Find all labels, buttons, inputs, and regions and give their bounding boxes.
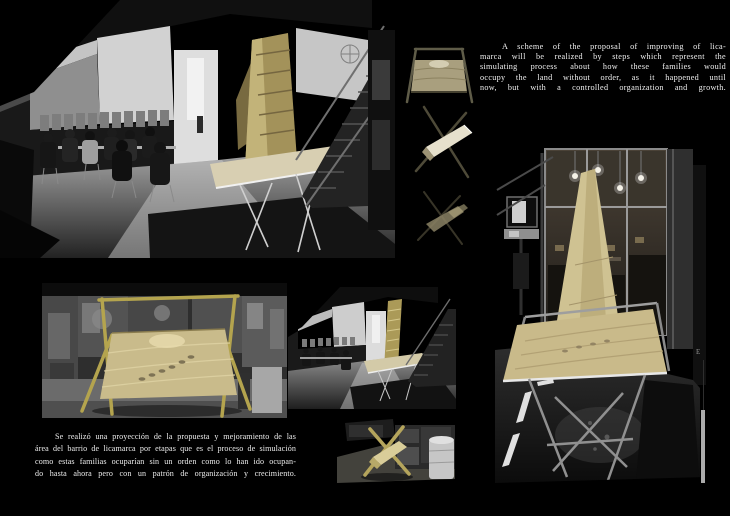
text-line: simulating process about how these families would — [480, 62, 726, 72]
text-line: A scheme of the proposal of improving of lica- — [502, 42, 726, 51]
photo-studio-small — [288, 287, 456, 409]
model-front-illustration — [403, 40, 475, 106]
model-side-illustration — [406, 105, 486, 181]
window-model-illustration — [495, 145, 706, 490]
annotation-spanish — [35, 431, 296, 480]
photo-model-front-view — [403, 40, 475, 106]
model-closeup-illustration — [42, 283, 287, 418]
photo-model-angled-view — [408, 190, 486, 248]
photo-model-closeup — [42, 283, 287, 418]
edge-line — [703, 360, 704, 410]
text-line: marca will be realized by steps which represent the — [480, 52, 726, 62]
text-line: do hasta ahora pero con un patrón de organización y crecimiento. — [35, 468, 296, 478]
model-folded-illustration — [337, 417, 458, 490]
text-line: now, but with a controlled organization and growth. — [480, 82, 726, 92]
photo-model-side-view — [406, 105, 486, 181]
model-angled-illustration — [408, 190, 486, 248]
studio-wide-illustration — [0, 0, 395, 258]
photo-window-model — [495, 145, 706, 490]
text-line: occupy the land without order, as it happened until — [480, 72, 726, 82]
text-line: Se realizó una proyección de la propuesta y mejoramiento de las — [55, 432, 296, 441]
text-line: como estas familias ocuparían sin un orden como lo han ido ocupan- — [35, 456, 296, 466]
text-line: área del barrio de licamarca por etapas que es el proceso de simulación — [35, 444, 296, 454]
studio-small-illustration — [288, 287, 456, 409]
annotation-english — [480, 42, 726, 93]
photo-model-folded — [337, 417, 458, 490]
edge-mark-label: E — [696, 348, 701, 356]
photo-studio-wide — [0, 0, 395, 258]
edge-bar — [701, 410, 705, 483]
